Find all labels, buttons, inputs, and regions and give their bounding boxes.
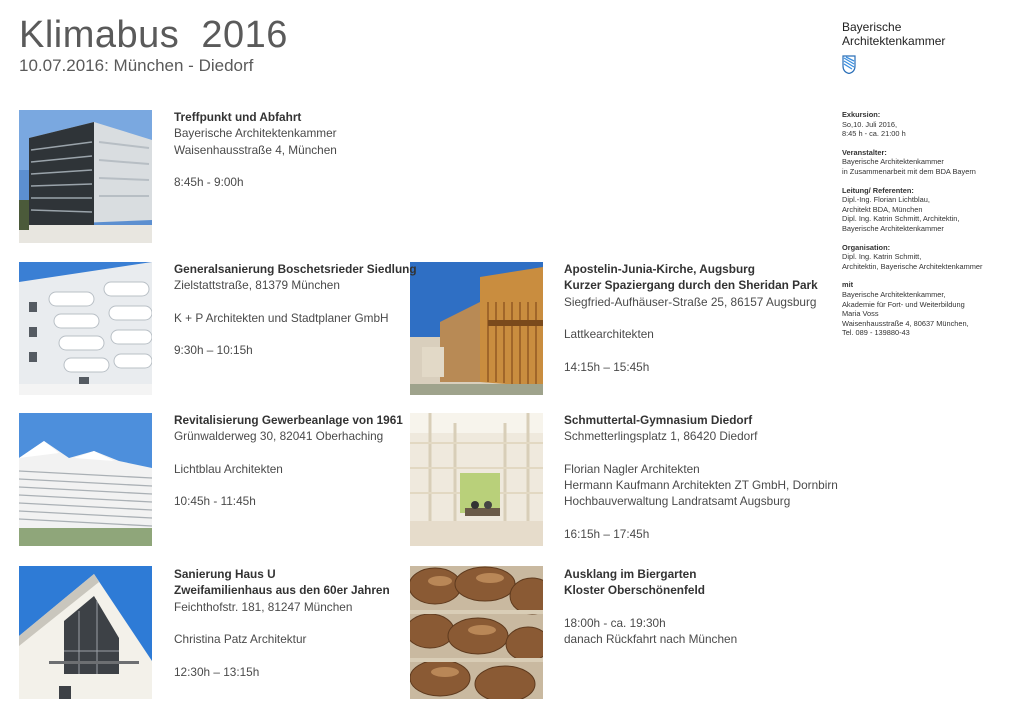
info-line: Dipl.-Ing. Florian Lichtblau, bbox=[842, 195, 930, 205]
stop-line: Waisenhausstraße 4, München bbox=[174, 142, 337, 157]
info-heading: Leitung/ Referenten: bbox=[842, 185, 914, 195]
stop-heading: Revitalisierung Gewerbeanlage von 1961 bbox=[174, 413, 403, 427]
stop-apostelin-junia-kirche bbox=[564, 261, 818, 375]
info-heading: mit bbox=[842, 280, 854, 290]
stop-line: Lattkearchitekten bbox=[564, 327, 654, 342]
stop-line bbox=[564, 599, 737, 615]
stop-line: Bayerische Architektenkammer bbox=[174, 126, 337, 141]
stop-line: Hochbauverwaltung Landratsamt Augsburg bbox=[564, 494, 791, 509]
info-line: Bayerische Architektenkammer bbox=[842, 223, 944, 233]
stop-heading: Treffpunkt und Abfahrt bbox=[174, 110, 302, 124]
stop-line bbox=[174, 294, 417, 310]
stop-heading: Sanierung Haus U bbox=[174, 567, 276, 581]
photo-haus-u bbox=[19, 566, 152, 699]
stop-schmuttertal-gymnasium bbox=[564, 412, 838, 542]
stop-line: danach Rückfahrt nach München bbox=[564, 632, 738, 647]
stop-line: Grünwalderweg 30, 82041 Oberhaching bbox=[174, 429, 384, 444]
info-heading: Organisation: bbox=[842, 242, 891, 252]
info-line: Waisenhausstraße 4, 80637 München, bbox=[842, 318, 969, 328]
photo-apostelin-junia-kirche bbox=[410, 262, 543, 395]
page-title: Klimabus 2016 bbox=[19, 14, 288, 56]
stop-line bbox=[564, 342, 818, 358]
stop-line: Florian Nagler Architekten bbox=[564, 461, 700, 476]
stop-biergarten bbox=[564, 566, 737, 647]
stop-heading: Kurzer Spaziergang durch den Sheridan Park bbox=[564, 278, 818, 293]
info-block bbox=[842, 243, 1012, 272]
bavarian-crest-icon bbox=[842, 55, 856, 74]
stop-line: Siegfried-Aufhäuser-Straße 25, 86157 Augsburg bbox=[564, 294, 817, 309]
stop-treffpunkt bbox=[174, 109, 337, 190]
info-line: 8:45 h - ca. 21:00 h bbox=[842, 129, 906, 139]
stop-heading: Ausklang im Biergarten bbox=[564, 567, 697, 581]
stop-line: Hermann Kaufmann Architekten ZT GmbH, Dornbirn bbox=[564, 478, 838, 493]
info-line: Bayerische Architektenkammer bbox=[842, 157, 944, 167]
stop-line bbox=[564, 445, 838, 461]
stop-line bbox=[174, 445, 403, 461]
info-line: So,10. Juli 2016, bbox=[842, 119, 898, 129]
stop-line: 18:00h - ca. 19:30h bbox=[564, 615, 666, 630]
page-subtitle: 10.07.2016: München - Diedorf bbox=[19, 56, 254, 75]
stop-line bbox=[564, 310, 818, 326]
stop-haus-u bbox=[174, 566, 390, 680]
photo-architektenkammer bbox=[19, 110, 152, 243]
stop-heading: Kloster Oberschönenfeld bbox=[564, 583, 705, 598]
photo-schmuttertal-gymnasium bbox=[410, 413, 543, 546]
info-heading: Veranstalter: bbox=[842, 147, 887, 157]
stop-line: 12:30h – 13:15h bbox=[174, 664, 260, 679]
stop-boschetsrieder-siedlung bbox=[174, 261, 417, 359]
stop-line bbox=[174, 326, 417, 342]
stop-line: Schmetterlingsplatz 1, 86420 Diedorf bbox=[564, 429, 758, 444]
stop-line bbox=[174, 615, 390, 631]
info-line: Bayerische Architektenkammer, bbox=[842, 289, 946, 299]
stop-line bbox=[174, 158, 337, 174]
stop-gewerbeanlage bbox=[174, 412, 403, 510]
stop-line: Christina Patz Architektur bbox=[174, 632, 307, 647]
stop-line: 16:15h – 17:45h bbox=[564, 527, 650, 542]
info-line: Architektin, Bayerische Architektenkammer bbox=[842, 261, 983, 271]
event-info bbox=[842, 110, 1012, 347]
info-line: Maria Voss bbox=[842, 309, 879, 319]
stop-line bbox=[174, 647, 390, 663]
info-line: in Zusammenarbeit mit dem BDA Bayern bbox=[842, 166, 976, 176]
org-line-1: Bayerische bbox=[842, 20, 902, 34]
stop-line: 14:15h – 15:45h bbox=[564, 359, 650, 374]
org-line-2: Architektenkammer bbox=[842, 34, 946, 48]
info-block bbox=[842, 186, 1012, 234]
info-line: Akademie für Fort- und Weiterbildung bbox=[842, 299, 965, 309]
info-heading: Exkursion: bbox=[842, 110, 881, 119]
info-line: Architekt BDA, München bbox=[842, 204, 923, 214]
info-block bbox=[842, 280, 1012, 338]
stop-line: 8:45h - 9:00h bbox=[174, 175, 244, 190]
stop-line: K + P Architekten und Stadtplaner GmbH bbox=[174, 310, 389, 325]
stop-heading: Schmuttertal-Gymnasium Diedorf bbox=[564, 413, 753, 427]
organization-name bbox=[842, 20, 945, 48]
info-line: Tel. 089 - 139880-43 bbox=[842, 328, 910, 338]
info-line: Dipl. Ing. Katrin Schmitt, Architektin, bbox=[842, 214, 960, 224]
stop-line: 10:45h - 11:45h bbox=[174, 494, 256, 509]
stop-line: Zielstattstraße, 81379 München bbox=[174, 278, 340, 293]
stop-line bbox=[564, 510, 838, 526]
stop-line: Feichthofstr. 181, 81247 München bbox=[174, 599, 353, 614]
stop-line: Lichtblau Architekten bbox=[174, 461, 283, 476]
photo-boschetsrieder-siedlung bbox=[19, 262, 152, 395]
stop-heading: Generalsanierung Boschetsrieder Siedlung bbox=[174, 262, 417, 276]
stop-heading: Zweifamilienhaus aus den 60er Jahren bbox=[174, 583, 390, 598]
stop-line bbox=[174, 477, 403, 493]
stop-line: 9:30h – 10:15h bbox=[174, 343, 253, 358]
stop-heading: Apostelin-Junia-Kirche, Augsburg bbox=[564, 262, 755, 276]
photo-gewerbeanlage bbox=[19, 413, 152, 546]
photo-biergarten-brot bbox=[410, 566, 543, 699]
info-block bbox=[842, 148, 1012, 177]
info-block bbox=[842, 110, 1012, 139]
info-line: Dipl. Ing. Katrin Schmitt, bbox=[842, 252, 922, 262]
